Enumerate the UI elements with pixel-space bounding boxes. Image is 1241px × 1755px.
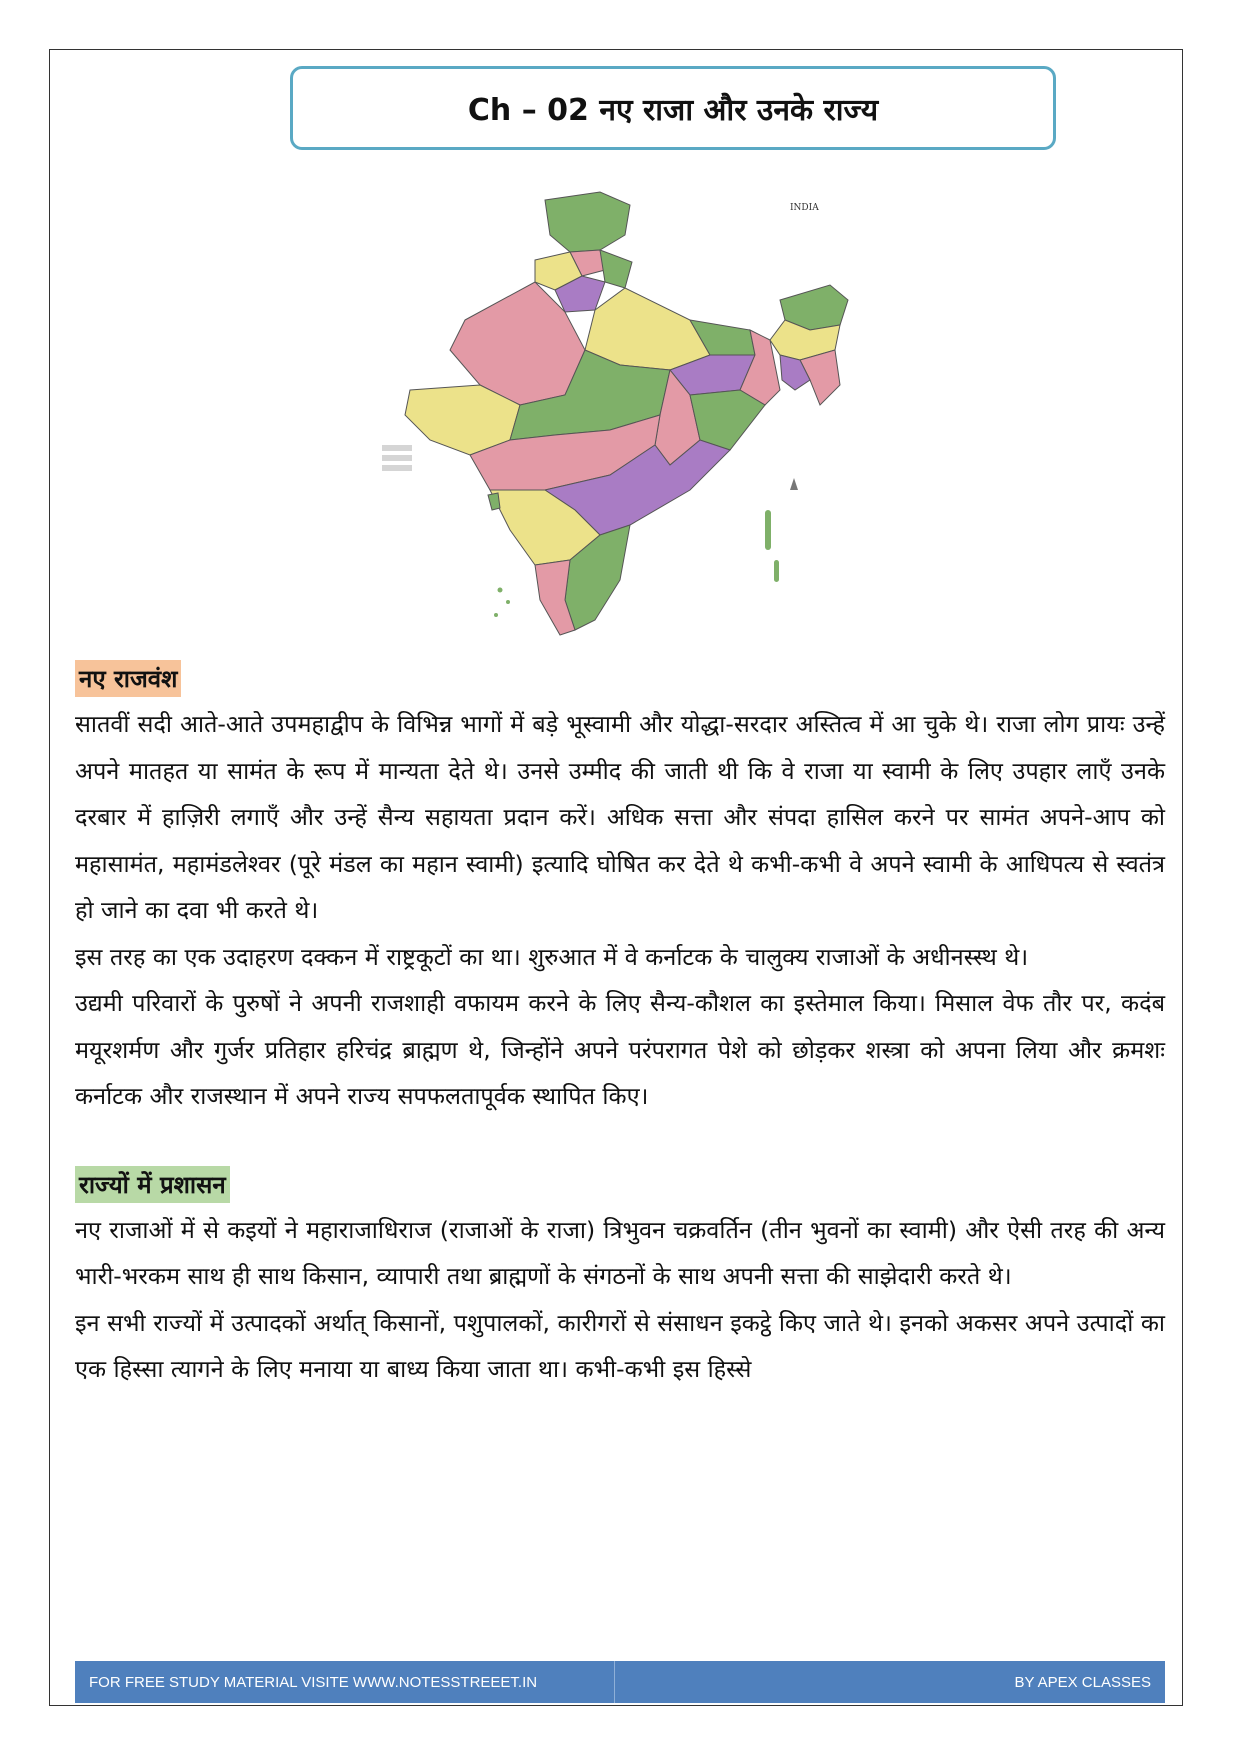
map-label: INDIA — [790, 203, 819, 213]
paragraph: इन सभी राज्यों में उत्पादकों अर्थात् किसानों, पशुपालकों, कारीगरों से संसाधन इकट्ठे किए जाते थे। इनको अकसर अपने उत्पादों का एक हिस्सा त्यागने के लिए मनाया या बाध्य किया जाता था। कभी-कभी इस हिस्से — [75, 1308, 1165, 1383]
chapter-title-box — [290, 66, 1056, 150]
india-map-illustration — [370, 190, 850, 645]
map-region-goa — [488, 493, 500, 510]
paragraph: उद्यमी परिवारों के पुरुषों ने अपनी राजशाही वफायम करने के लिए सैन्य-कौशल का इस्तेमाल किया। मिसाल वेफ तौर पर, कदंब मयूरशर्मण और गुर्जर प्रतिहार हरिचंद्र ब्राह्मण थे, जिन्होंने अपने परंपरागत पेशे को छोड़कर शस्त्रा को अपना लिया और क्रमशः कर्नाटक और राजस्थान में अपने राज्य सपफलतापूर्वक स्थापित किए। — [75, 989, 1165, 1110]
paragraph: नए राजाओं में से कइयों ने महाराजाधिराज (राजाओं के राजा) त्रिभुवन चक्रवर्तिन (तीन भुवनों का स्वामी) और ऐसी तरह की अन्य भारी-भरकम साथ ही साथ किसान, व्यापारी तथा ब्राह्मणों के संगठनों के साथ अपनी सत्ता की साझेदारी करते थे। — [75, 1215, 1165, 1290]
main-content — [75, 660, 1165, 1393]
paragraph: सातवीं सदी आते-आते उपमहाद्वीप के विभिन्न भागों में बड़े भूस्वामी और योद्धा-सरदार अस्तित्व में आ चुके थे। राजा लोग प्रायः उन्हें अपने मातहत या सामंत के रूप में मान्यता देते थे। उनसे उम्मीद की जाती थी कि वे राजा या स्वामी के लिए उपहार लाएँ उनके दरबार में हाज़िरी लगाएँ और उन्हें सैन्य सहायता प्रदान करें। अधिक सत्ता और संपदा हासिल करने पर सामंत अपने-आप को महासामंत, महामंडलेश्वर (पूरे मंडल का महान स्वामी) इत्यादि घोषित कर देते थे कभी-कभी वे अपने स्वामी के आधिपत्य से स्वतंत्र हो जाने का दवा भी करते थे। — [75, 710, 1165, 924]
map-islands-lakshadweep — [498, 588, 503, 593]
paragraph: इस तरह का एक उदाहरण दक्कन में राष्ट्रकूटों का था। शुरुआत में वे कर्नाटक के चालुक्य राजाओं के अधीनस्स्थ थे। — [75, 942, 1029, 971]
india-map — [370, 190, 850, 645]
map-islands-andaman — [765, 510, 771, 550]
map-region-north — [545, 192, 630, 252]
footer-website-text[interactable]: FOR FREE STUDY MATERIAL VISITE WWW.NOTESSTREEET.IN — [75, 1661, 615, 1703]
footer-bar — [75, 1661, 1165, 1703]
section-heading-administration: राज्यों में प्रशासन — [75, 1166, 230, 1203]
chapter-title: Ch – 02 नए राजा और उनके राज्य — [467, 92, 879, 128]
section-heading-new-dynasties: नए राजवंश — [75, 660, 181, 697]
footer-credit: BY APEX CLASSES — [1014, 1673, 1151, 1691]
